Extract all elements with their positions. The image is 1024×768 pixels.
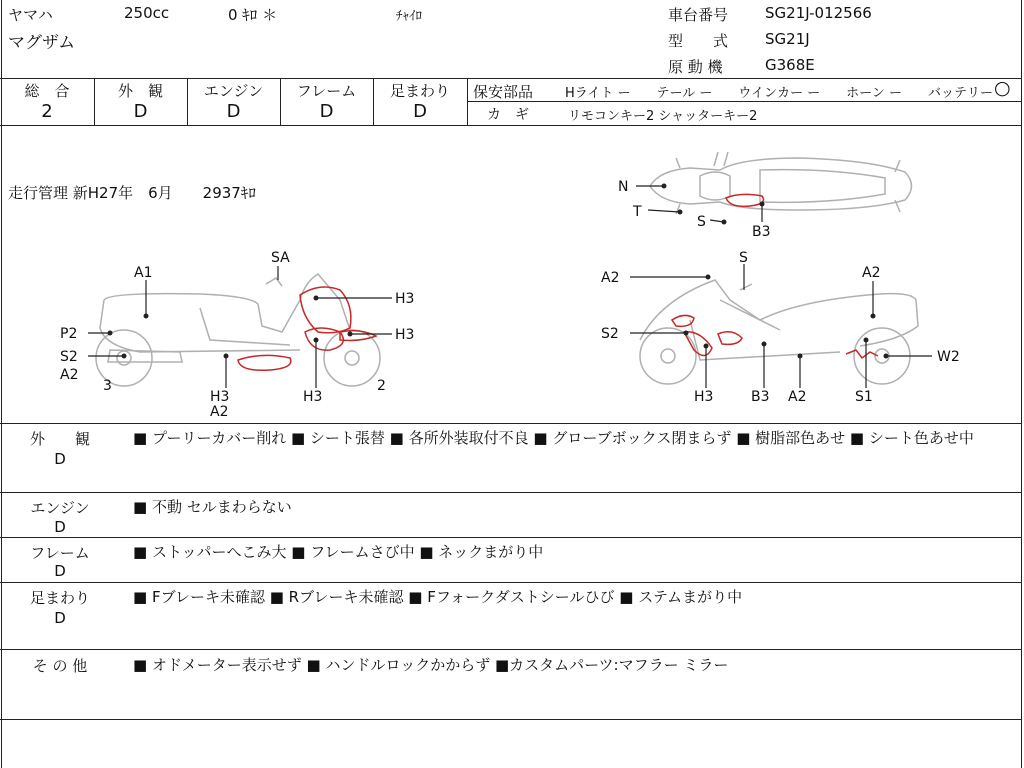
- section-other-text: ■ オドメーター表示せず ■ ハンドルロックかからず ■カスタムパーツ:マフラー ミラー: [133, 656, 729, 674]
- left-label-p2: P2: [60, 326, 78, 342]
- section-engine-text: ■ 不動 セルまわらない: [133, 498, 292, 516]
- overall-label: 総 合: [24, 82, 70, 100]
- exterior-value: D: [133, 101, 148, 122]
- left-view-leaders: [88, 266, 392, 388]
- engine-model-label: 原 動 機: [668, 58, 723, 76]
- top-label-t: T: [633, 204, 642, 220]
- left-label-a1: A1: [134, 265, 153, 281]
- left-label-h3-mid: H3: [395, 327, 415, 343]
- top-label-b3: B3: [752, 224, 771, 240]
- frame-value: D: [319, 101, 334, 122]
- right-label-s: S: [739, 250, 748, 266]
- section-frame-label: フレーム: [30, 544, 90, 562]
- left-label-a2-lower: A2: [210, 404, 229, 420]
- safety-label: 保安部品: [473, 83, 534, 101]
- section-exterior-text: ■ プーリーカバー削れ ■ シート張替 ■ 各所外装取付不良 ■ グローブボックス閉まらず ■ 樹脂部色あせ ■ シート色あせ中: [133, 429, 974, 447]
- left-label-front-2: 2: [377, 378, 386, 394]
- details-line-4: [0, 649, 1022, 650]
- section-frame-text: ■ ストッパーへこみ大 ■ フレームさび中 ■ ネックまがり中: [133, 543, 544, 561]
- left-label-h3-front: H3: [303, 389, 323, 405]
- left-label-s2: S2: [60, 349, 78, 365]
- battery-mark: ○: [994, 77, 1011, 99]
- safety-items: Hライト ー テール ー ウインカー ー ホーン ー バッテリー: [565, 86, 994, 101]
- section-other-label: そ の 他: [32, 657, 88, 675]
- left-label-h3-upper: H3: [395, 291, 415, 307]
- top-view-scooter: [650, 152, 912, 214]
- section-engine-label: エンジン: [30, 499, 90, 517]
- mileage-management: 走行管理 新H27年 6月 2937ｷﾛ: [8, 184, 256, 202]
- model-name: マグザム: [8, 33, 76, 53]
- key-label: カ ギ: [487, 107, 529, 123]
- right-label-w2: W2: [937, 349, 960, 365]
- frame-label: フレーム: [296, 82, 357, 100]
- details-line-3: [0, 582, 1022, 583]
- details-line-2: [0, 537, 1022, 538]
- left-label-h3-lower: H3: [210, 389, 230, 405]
- section-suspension-text: ■ Fブレーキ未確認 ■ Rブレーキ未確認 ■ Fフォークダストシールひび ■ ステムまがり中: [133, 588, 743, 606]
- left-label-rear-3: 3: [103, 378, 112, 394]
- right-label-b3: B3: [751, 389, 770, 405]
- body-color: ﾁｬｲﾛ: [396, 9, 422, 24]
- right-label-s1: S1: [855, 389, 873, 405]
- details-top-line: [0, 423, 1022, 424]
- section-engine-grade: D: [54, 518, 66, 536]
- exterior-label: 外 観: [117, 82, 163, 100]
- right-label-a2-upper: A2: [601, 270, 620, 286]
- type-label: 型 式: [668, 32, 729, 50]
- key-value: リモコンキー2 シャッターキー2: [568, 109, 758, 124]
- overall-value: 2: [41, 101, 53, 122]
- frame-no-label: 車台番号: [668, 6, 729, 24]
- suspension-value: D: [413, 101, 427, 122]
- suspension-label: 足まわり: [389, 82, 450, 100]
- engine-label: エンジン: [203, 82, 264, 100]
- left-view-scooter: [96, 274, 380, 386]
- left-label-a2: A2: [60, 367, 79, 383]
- top-label-s: S: [697, 214, 706, 230]
- right-label-h3: H3: [694, 389, 714, 405]
- section-suspension-grade: D: [54, 609, 66, 627]
- section-frame-grade: D: [54, 562, 66, 580]
- engine-model-value: G368E: [765, 56, 815, 74]
- section-exterior-label: 外 観: [29, 430, 90, 448]
- details-line-1: [0, 492, 1022, 493]
- type-value: SG21J: [765, 30, 810, 48]
- left-label-sa: SA: [271, 250, 290, 266]
- engine-value: D: [226, 101, 241, 122]
- maker: ヤマハ: [8, 6, 53, 24]
- frame-no: SG21J-012566: [765, 4, 872, 22]
- section-suspension-label: 足まわり: [29, 589, 90, 607]
- right-label-a2-lower: A2: [788, 389, 807, 405]
- section-exterior-grade: D: [54, 450, 66, 468]
- right-label-s2: S2: [601, 326, 619, 342]
- details-bottom-line: [0, 719, 1022, 720]
- displacement: 250cc: [124, 4, 170, 22]
- right-label-a2-rear: A2: [862, 265, 881, 281]
- top-label-n: N: [618, 179, 629, 195]
- right-view-scooter: [640, 280, 918, 384]
- mileage-header: 0 ｷﾛ ＊: [228, 6, 278, 24]
